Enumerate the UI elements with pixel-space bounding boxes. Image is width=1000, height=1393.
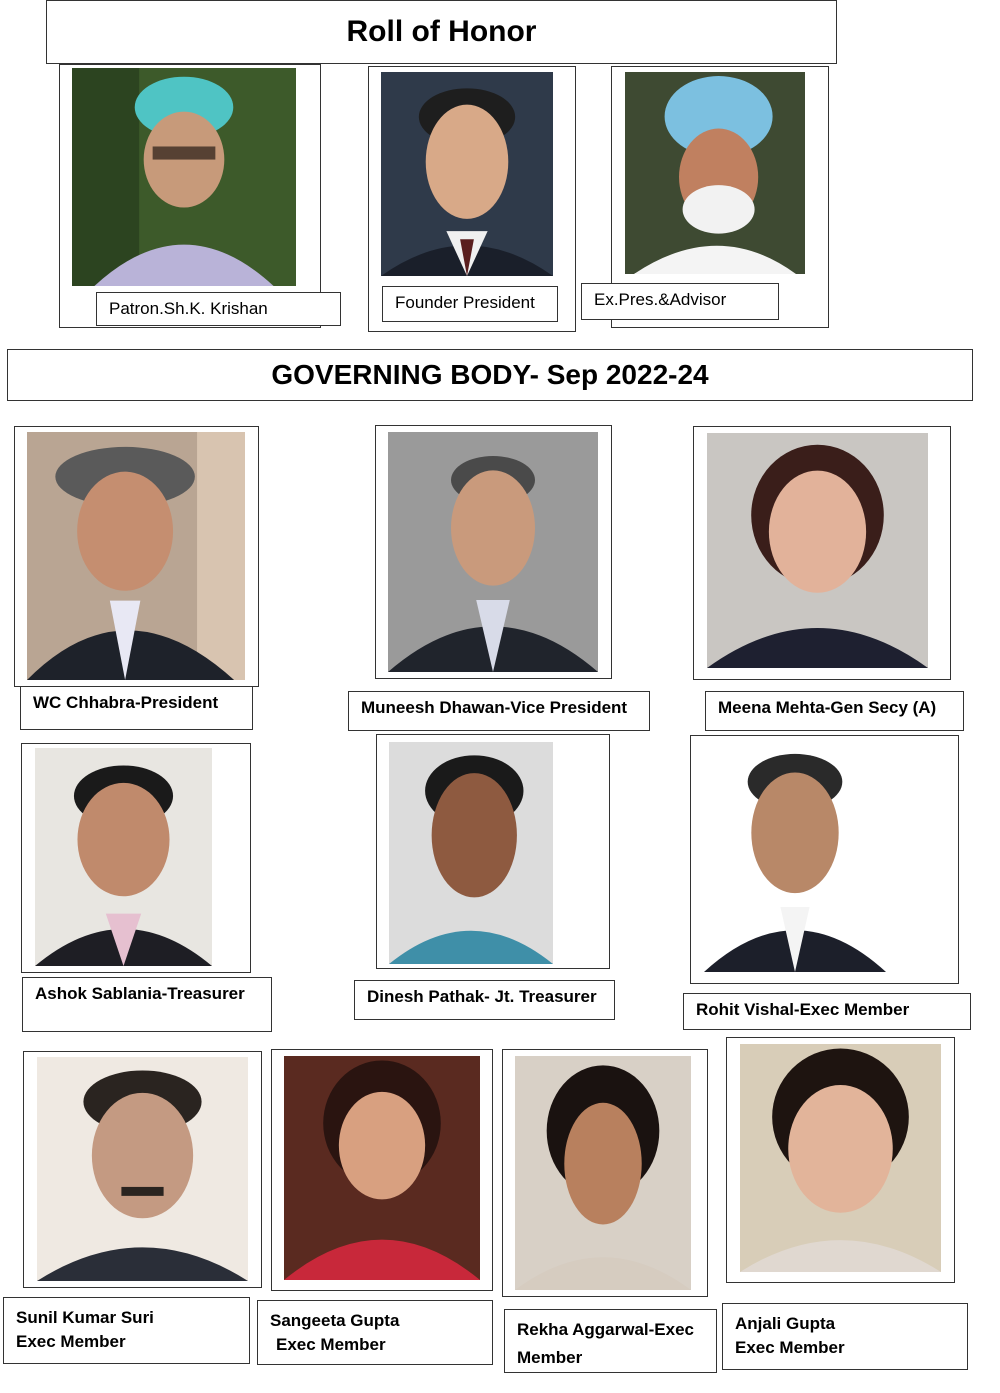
- person-portrait-icon: [707, 433, 928, 668]
- person-portrait-icon: [35, 748, 212, 966]
- member-photo-4: [35, 748, 212, 966]
- member-photo-10: [740, 1044, 941, 1272]
- roll-of-honor-title: Roll of Honor: [346, 15, 537, 48]
- governing-body-title-box: [7, 349, 973, 401]
- person-portrait-icon: [740, 1044, 941, 1272]
- person-portrait-icon: [72, 68, 296, 286]
- member-caption-1: WC Chhabra-President: [20, 686, 253, 730]
- member-photo-7: [37, 1057, 248, 1281]
- person-portrait-icon: [381, 72, 553, 276]
- honor-caption-1: Patron.Sh.K. Krishan: [96, 292, 341, 326]
- person-portrait-icon: [27, 432, 245, 680]
- roll-of-honor-title-box: [46, 0, 837, 64]
- member-caption-7: Sunil Kumar Suri Exec Member: [3, 1297, 250, 1364]
- person-portrait-icon: [284, 1056, 480, 1280]
- person-portrait-icon: [389, 742, 553, 964]
- member-caption-8: Sangeeta Gupta Exec Member: [257, 1300, 493, 1365]
- member-photo-9: [515, 1056, 691, 1290]
- member-caption-6: Rohit Vishal-Exec Member: [683, 993, 971, 1030]
- person-portrait-icon: [704, 740, 886, 972]
- honor-photo-2: [381, 72, 553, 276]
- person-portrait-icon: [515, 1056, 691, 1290]
- member-photo-1: [27, 432, 245, 680]
- member-caption-4: Ashok Sablania-Treasurer: [22, 977, 272, 1032]
- member-caption-2: Muneesh Dhawan-Vice President: [348, 691, 650, 731]
- honor-caption-3: Ex.Pres.&Advisor: [581, 283, 779, 320]
- member-caption-5: Dinesh Pathak- Jt. Treasurer: [354, 980, 615, 1020]
- member-caption-10: Anjali Gupta Exec Member: [722, 1303, 968, 1370]
- honor-photo-1: [72, 68, 296, 286]
- member-photo-5: [389, 742, 553, 964]
- person-portrait-icon: [37, 1057, 248, 1281]
- person-portrait-icon: [388, 432, 598, 672]
- governing-body-title: GOVERNING BODY- Sep 2022-24: [271, 359, 709, 390]
- honor-photo-3: [625, 72, 805, 274]
- member-photo-8: [284, 1056, 480, 1280]
- member-photo-2: [388, 432, 598, 672]
- member-photo-3: [707, 433, 928, 668]
- person-portrait-icon: [625, 72, 805, 274]
- member-caption-9: Rekha Aggarwal-Exec Member: [504, 1309, 717, 1373]
- member-caption-3: Meena Mehta-Gen Secy (A): [705, 691, 964, 731]
- member-photo-6: [704, 740, 886, 972]
- honor-caption-2: Founder President: [382, 286, 558, 322]
